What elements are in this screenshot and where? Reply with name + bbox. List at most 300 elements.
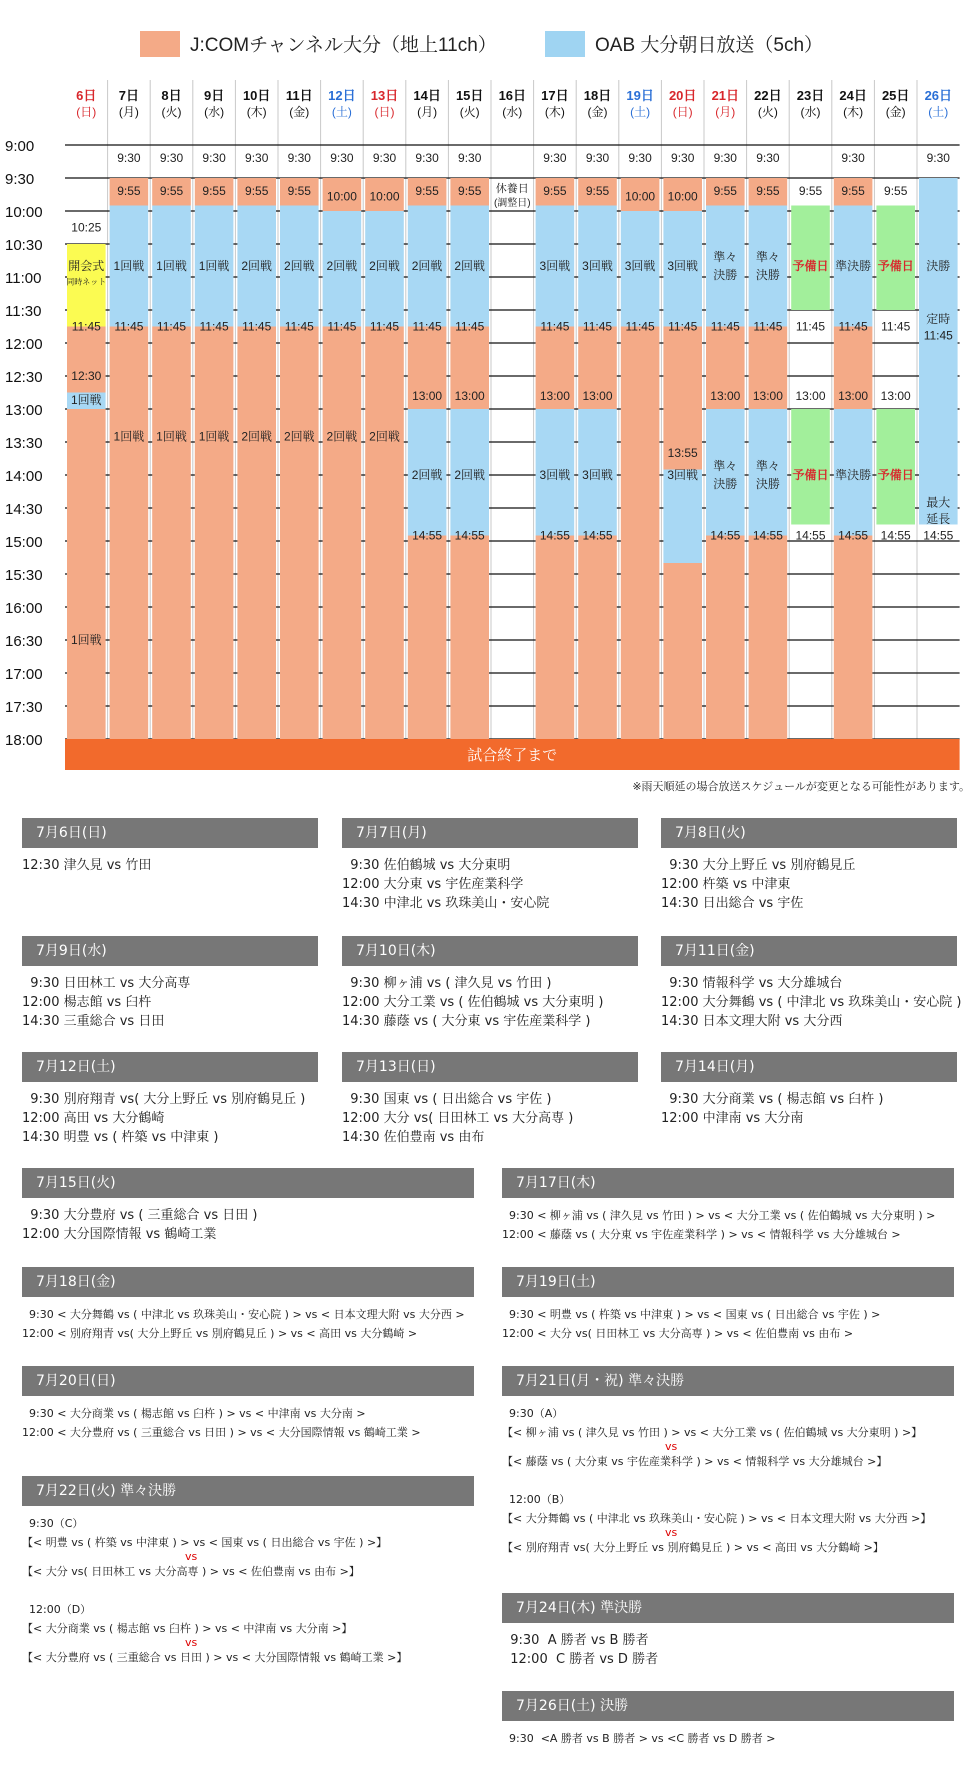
block-text: 2回戦 [454, 259, 486, 273]
until-game-end-label: 試合終了まで [467, 747, 558, 764]
schedule-block [237, 327, 276, 740]
day-date: 14日 [413, 88, 441, 103]
block-text: 10:00 [625, 189, 656, 204]
time-annotation: 13:00 [880, 388, 911, 403]
time-annotation: 9:30 [245, 151, 269, 166]
match-line: 9:30 佐伯鶴城 vs 大分東明 [342, 858, 511, 873]
match-line: vs [185, 1636, 198, 1649]
block-text: 11:45 [710, 319, 740, 334]
match-line: 【< 大分 vs( 日田林工 vs 大分高専 ) > vs < 佐伯豊南 vs 由布 >】 [22, 1565, 360, 1578]
day-section [22, 1267, 474, 1343]
day-date: 21日 [711, 88, 740, 103]
block-text: 1回戦 [113, 259, 145, 273]
legend-jcom [140, 30, 497, 57]
block-text: 1回戦 [156, 259, 187, 273]
block-text: 13:00 [838, 388, 869, 403]
block-text: 2回戦 [411, 468, 443, 482]
day-section-title: 7月11日(金) [661, 936, 957, 966]
schedule-block [706, 206, 745, 327]
day-section [502, 1691, 954, 1748]
legend-oab [545, 30, 823, 57]
block-text: 9:55 [543, 184, 567, 199]
match-line: 12:00 C 勝者 vs D 勝者 [502, 1652, 659, 1667]
schedule-block [791, 409, 830, 525]
day-date: 11日 [285, 88, 313, 103]
block-text: 9:55 [245, 184, 269, 199]
block-text: 2回戦 [369, 259, 400, 273]
block-text: 13:00 [454, 388, 485, 403]
day-weekday: (月) [118, 105, 139, 119]
match-line: 12:00 中津南 vs 大分南 [661, 1111, 804, 1126]
schedule-block [67, 409, 106, 739]
day-weekday: (日) [374, 105, 395, 119]
block-text: 2回戦 [411, 259, 443, 273]
match-line: 9:30 大分豊府 vs ( 三重総合 vs 日田 ) [22, 1208, 258, 1223]
block-text: 9:55 [585, 184, 610, 199]
day-date: 7日 [118, 88, 140, 103]
time-annotation: 9:30 [415, 151, 439, 166]
block-text: 準々 [755, 459, 780, 474]
block-text: 13:00 [582, 388, 613, 403]
match-line: 12:00 < 藤蔭 vs ( 大分東 vs 宇佐産業科学 ) > vs < 情報科学 vs 大分雄城台 > [502, 1228, 901, 1241]
day-section-matches [342, 966, 638, 1031]
block-text: 1回戦 [70, 633, 102, 647]
legend-jcom-label: J:COMチャンネル大分（地上11ch） [190, 35, 497, 56]
match-line: 【< 藤蔭 vs ( 大分東 vs 宇佐産業科学 ) > vs < 情報科学 vs 大分雄城台 >】 [502, 1455, 888, 1468]
block-text: 11:45 [71, 319, 101, 334]
block-text: 決勝 [713, 267, 738, 282]
day-date: 12日 [328, 88, 356, 103]
time-annotation: 9:30 [287, 151, 311, 166]
block-text: 2回戦 [454, 468, 486, 482]
block-text: 2回戦 [241, 259, 273, 273]
day-weekday: (木) [246, 105, 267, 119]
match-line: 9:30 < 明豊 vs ( 杵築 vs 中津東 ) > vs < 国東 vs ( 日出総合 vs 宇佐 ) > [502, 1308, 881, 1321]
day-section-matches [22, 1506, 474, 1667]
block-text: 14:55 [582, 528, 613, 543]
legend-jcom-swatch [140, 31, 180, 57]
block-text: 9:55 [202, 184, 226, 199]
day-weekday: (土) [630, 105, 651, 119]
block-text: 3回戦 [667, 468, 699, 482]
match-line: 9:30 大分商業 vs ( 楊志館 vs 臼杵 ) [661, 1092, 884, 1107]
day-weekday: (月) [715, 105, 736, 119]
block-text: 決勝 [713, 476, 738, 491]
day-section-title: 7月20日(日) [22, 1366, 474, 1396]
time-annotation: 13:00 [795, 388, 826, 403]
day-weekday: (木) [843, 105, 864, 119]
match-line: vs [185, 1550, 198, 1563]
time-annotation: 9:55 [884, 184, 908, 199]
match-line: 14:30 中津北 vs 玖珠美山・安心院 [342, 896, 550, 911]
block-text: 3回戦 [582, 259, 613, 273]
block-text: 準々 [713, 250, 738, 265]
time-label: 9:00 [5, 138, 35, 155]
match-line: 【< 大分舞鶴 vs ( 中津北 vs 玖珠美山・安心院 ) > vs < 日本文理大附 vs 大分西 >】 [502, 1512, 932, 1525]
time-label: 14:00 [5, 468, 43, 485]
match-line: 【< 別府翔青 vs( 大分上野丘 vs 別府鶴見丘 ) > vs < 高田 vs 大分鶴崎 >】 [502, 1541, 884, 1554]
schedule-block [663, 563, 702, 739]
day-weekday: (水) [502, 105, 523, 119]
day-date: 13日 [370, 88, 399, 103]
schedule-block [621, 327, 660, 740]
time-annotation: 9:30 [585, 151, 610, 166]
block-text: 予備日 [877, 468, 914, 482]
block-text: 3回戦 [539, 259, 571, 273]
block-text: 2回戦 [326, 429, 358, 444]
time-annotation: (調整日) [493, 198, 531, 210]
day-section-title: 7月26日(土) 決勝 [502, 1691, 954, 1721]
time-label: 15:30 [5, 567, 43, 584]
legend-oab-swatch [545, 31, 585, 57]
day-section-title: 7月17日(木) [502, 1168, 954, 1198]
block-text: 9:55 [713, 184, 737, 199]
time-annotation: 11:45 [881, 319, 911, 334]
block-text: 10:00 [667, 189, 698, 204]
schedule-block [323, 327, 362, 740]
day-section [342, 818, 638, 913]
day-section [22, 1366, 474, 1442]
time-annotation: 10:25 [71, 220, 102, 235]
block-text: 12:30 [71, 369, 102, 383]
block-text: 決勝 [755, 267, 780, 282]
block-text: 9:55 [117, 184, 141, 199]
day-date: 15日 [455, 88, 484, 103]
match-line: 12:00 楊志館 vs 臼杵 [22, 995, 152, 1010]
block-text: 1回戦 [70, 393, 102, 408]
block-text: 3回戦 [667, 259, 699, 273]
day-weekday: (日) [76, 105, 97, 119]
day-section-title: 7月24日(木) 準決勝 [502, 1593, 954, 1623]
block-text: 決勝 [926, 259, 951, 273]
time-annotation: 9:30 [628, 151, 652, 166]
block-text: 14:55 [752, 528, 783, 543]
day-section [502, 1366, 954, 1557]
time-annotation: 9:30 [458, 151, 482, 166]
match-line: 12:00 < 大分豊府 vs ( 三重総合 vs 日田 ) > vs < 大分国際情報 vs 鶴崎工業 > [22, 1426, 421, 1439]
block-text: 1回戦 [156, 429, 187, 444]
day-section-matches [661, 966, 962, 1031]
day-section-title: 7月12日(土) [22, 1052, 318, 1082]
time-annotation: 9:30 [926, 151, 950, 166]
match-line: 12:00（D） [22, 1603, 92, 1616]
block-text: 11:45 [838, 319, 868, 334]
day-section-matches [22, 966, 318, 1031]
day-section-matches [502, 1297, 954, 1343]
day-weekday: (土) [928, 105, 949, 119]
day-date: 8日 [161, 88, 182, 103]
schedule-block [450, 536, 489, 740]
time-annotation: 9:30 [117, 151, 141, 166]
match-line: 12:00 杵築 vs 中津東 [661, 877, 791, 892]
day-section-matches [502, 1623, 954, 1669]
time-label: 16:00 [5, 600, 43, 617]
day-section-matches [22, 1396, 474, 1442]
day-weekday: (金) [587, 105, 608, 119]
legend-oab-label: OAB 大分朝日放送（5ch） [595, 35, 824, 56]
time-label: 11:30 [5, 303, 42, 320]
day-weekday: (土) [331, 105, 352, 119]
day-date: 26日 [924, 88, 953, 103]
schedule-block [152, 327, 191, 740]
block-text: 決勝 [755, 476, 780, 491]
block-text: 11:45 [455, 319, 485, 334]
schedule-block [876, 409, 915, 525]
day-weekday: (木) [544, 105, 565, 119]
day-section-title: 7月18日(金) [22, 1267, 474, 1297]
match-line: 9:30（C） [22, 1517, 84, 1530]
schedule-block [578, 536, 617, 740]
day-weekday: (火) [161, 105, 182, 119]
match-line: 12:30 津久見 vs 竹田 [22, 858, 152, 873]
day-section-title: 7月13日(日) [342, 1052, 638, 1082]
day-section [22, 1476, 474, 1667]
block-text: 10:00 [369, 189, 400, 204]
block-text: 2回戦 [241, 429, 273, 444]
match-line: 9:30 柳ヶ浦 vs ( 津久見 vs 竹田 ) [342, 976, 552, 991]
block-text: 11:45 [412, 319, 442, 334]
day-section-matches [22, 1082, 318, 1147]
day-weekday: (火) [757, 105, 778, 119]
match-line: 9:30 < 大分舞鶴 vs ( 中津北 vs 玖珠美山・安心院 ) > vs < 日本文理大附 vs 大分西 > [22, 1308, 465, 1321]
block-text: 11:45 [753, 319, 783, 334]
block-text: 準決勝 [835, 259, 872, 273]
schedule-block [749, 206, 788, 327]
block-text: 開会式 [68, 259, 105, 273]
time-label: 13:30 [5, 435, 43, 452]
block-text: 準々 [713, 459, 738, 474]
schedule-block [919, 178, 958, 525]
match-line: 【< 明豊 vs ( 杵築 vs 中津東 ) > vs < 国東 vs ( 日出総合 vs 宇佐 ) >】 [22, 1536, 388, 1549]
block-text: 定時 [926, 311, 951, 326]
time-annotation: 9:30 [841, 151, 865, 166]
day-section-matches [502, 1396, 954, 1557]
day-date: 23日 [796, 88, 825, 103]
block-text: 9:55 [159, 184, 184, 199]
block-text: 同時ネット [66, 277, 107, 287]
time-annotation: 14:55 [795, 528, 826, 543]
day-section-title: 7月8日(火) [661, 818, 957, 848]
time-annotation: 9:30 [756, 151, 780, 166]
day-section [661, 1052, 957, 1128]
day-section-matches [661, 1082, 957, 1128]
day-section-matches [661, 848, 957, 913]
time-annotation: 9:55 [798, 184, 823, 199]
match-line: 14:30 日出総合 vs 宇佐 [661, 896, 804, 911]
day-section [502, 1593, 954, 1669]
match-line: 【< 大分豊府 vs ( 三重総合 vs 日田 ) > vs < 大分国際情報 vs 鶴崎工業 >】 [22, 1651, 408, 1664]
day-section-matches [342, 848, 638, 913]
day-section [342, 936, 638, 1031]
time-annotation: 9:30 [671, 151, 695, 166]
match-line: vs [665, 1440, 678, 1453]
block-text: 14:55 [412, 528, 443, 543]
time-label: 14:30 [5, 501, 43, 518]
match-line: 9:30 国東 vs ( 日出総合 vs 宇佐 ) [342, 1092, 552, 1107]
match-line: 9:30 <A 勝者 vs B 勝者 > vs <C 勝者 vs D 勝者 > [502, 1732, 776, 1745]
schedule-block [834, 536, 873, 740]
block-text: 準々 [755, 250, 780, 265]
block-text: 13:55 [667, 446, 698, 460]
time-label: 18:00 [5, 732, 43, 749]
day-weekday: (水) [204, 105, 225, 119]
day-section [22, 936, 318, 1031]
block-text: 最大 [926, 495, 951, 510]
match-line: 12:00 大分舞鶴 vs ( 中津北 vs 玖珠美山・安心院 ) [661, 995, 962, 1010]
block-text: 11:45 [668, 319, 698, 334]
block-text: 2回戦 [326, 259, 358, 273]
match-line: 12:00 < 別府翔青 vs( 大分上野丘 vs 別府鶴見丘 ) > vs < 高田 vs 大分鶴崎 > [22, 1327, 418, 1340]
block-text: 11:45 [156, 319, 187, 334]
block-text: 11:45 [114, 319, 144, 334]
match-line: 9:30 < 大分商業 vs ( 楊志館 vs 臼杵 ) > vs < 中津南 vs 大分南 > [22, 1407, 366, 1420]
match-line: 14:30 明豊 vs ( 杵築 vs 中津東 ) [22, 1130, 219, 1145]
match-line: 9:30 A 勝者 vs B 勝者 [502, 1633, 649, 1648]
block-text: 1回戦 [198, 429, 230, 444]
match-line: 12:00（B） [502, 1493, 571, 1506]
match-line: 12:00 大分工業 vs ( 佐伯鶴城 vs 大分東明 ) [342, 995, 604, 1010]
schedule-block [280, 327, 319, 740]
match-line: 12:00 大分国際情報 vs 鶴崎工業 [22, 1227, 217, 1242]
day-date: 18日 [583, 88, 612, 103]
day-weekday: (日) [672, 105, 693, 119]
block-text: 13:00 [752, 388, 783, 403]
time-label: 9:30 [5, 171, 35, 188]
time-label: 15:00 [5, 534, 43, 551]
day-section-matches [22, 1198, 474, 1244]
match-line: 12:00 高田 vs 大分鶴崎 [22, 1111, 165, 1126]
block-text: 11:45 [540, 319, 570, 334]
day-section-title: 7月22日(火) 準々決勝 [22, 1476, 474, 1506]
time-annotation: 11:45 [795, 319, 826, 334]
day-date: 17日 [541, 88, 569, 103]
rain-delay-note: ※雨天順延の場合放送スケジュールが変更となる可能性があります。 [632, 780, 970, 793]
block-text: 9:55 [841, 184, 865, 199]
day-section-matches [22, 1297, 474, 1343]
day-date: 20日 [668, 88, 697, 103]
block-text: 11:45 [369, 319, 400, 334]
time-annotation: 9:30 [713, 151, 737, 166]
block-text: 2回戦 [283, 259, 315, 273]
day-section [661, 818, 957, 913]
block-text: 14:55 [838, 528, 869, 543]
match-line: 9:30 別府翔青 vs( 大分上野丘 vs 別府鶴見丘 ) [22, 1092, 306, 1107]
block-text: 延長 [926, 512, 951, 526]
block-text: 11:45 [327, 319, 357, 334]
match-line: 14:30 佐伯豊南 vs 由布 [342, 1130, 485, 1145]
match-line: 【< 柳ヶ浦 vs ( 津久見 vs 竹田 ) > vs < 大分工業 vs ( 佐伯鶴城 vs 大分東明 ) >】 [502, 1426, 923, 1439]
block-text: 9:55 [458, 184, 482, 199]
time-label: 11:00 [5, 270, 42, 287]
time-annotation: 休養日 [495, 182, 529, 195]
time-annotation: 9:30 [543, 151, 567, 166]
block-text: 14:55 [539, 528, 570, 543]
schedule-block [110, 327, 149, 740]
match-line: 14:30 日本文理大附 vs 大分西 [661, 1014, 843, 1029]
match-line: 9:30 < 柳ヶ浦 vs ( 津久見 vs 竹田 ) > vs < 大分工業 vs ( 佐伯鶴城 vs 大分東明 ) > [502, 1209, 936, 1222]
schedule-block [791, 206, 830, 311]
day-section-matches [342, 1082, 638, 1147]
day-section-matches [502, 1198, 954, 1244]
time-annotation: 14:55 [923, 528, 954, 543]
block-text: 3回戦 [624, 259, 656, 273]
block-text: 11:45 [582, 319, 613, 334]
time-label: 10:30 [5, 237, 43, 254]
match-line: 12:00 大分東 vs 宇佐産業科学 [342, 877, 524, 892]
block-text: 9:55 [287, 184, 311, 199]
day-section [342, 1052, 638, 1147]
time-label: 12:30 [5, 369, 43, 386]
block-text: 11:45 [199, 319, 229, 334]
time-annotation: 9:30 [372, 151, 397, 166]
match-line: 12:00 < 大分 vs( 日田林工 vs 大分高専 ) > vs < 佐伯豊南 vs 由布 > [502, 1327, 854, 1340]
match-line: 14:30 三重総合 vs 日田 [22, 1014, 165, 1029]
block-text: 11:45 [242, 319, 272, 334]
block-text: 11:45 [625, 319, 655, 334]
day-date: 22日 [754, 88, 782, 103]
day-section-title: 7月14日(月) [661, 1052, 957, 1082]
time-label: 17:30 [5, 699, 43, 716]
block-text: 13:00 [412, 388, 443, 403]
day-section-title: 7月10日(木) [342, 936, 638, 966]
block-text: 1回戦 [198, 259, 230, 273]
day-date: 19日 [626, 88, 654, 103]
match-line [22, 1581, 474, 1600]
day-section [502, 1168, 954, 1244]
schedule-block [408, 536, 447, 740]
block-text: 11:45 [923, 328, 953, 343]
time-label: 12:00 [5, 336, 43, 353]
match-line: 14:30 藤蔭 vs ( 大分東 vs 宇佐産業科学 ) [342, 1014, 591, 1029]
time-annotation: 9:30 [159, 151, 184, 166]
day-section-title: 7月6日(日) [22, 818, 318, 848]
day-date: 25日 [881, 88, 910, 103]
schedule-block [663, 470, 702, 564]
day-weekday: (月) [417, 105, 438, 119]
match-line [502, 1471, 954, 1490]
block-text: 3回戦 [582, 468, 613, 482]
block-text: 3回戦 [539, 468, 571, 482]
day-weekday: (金) [885, 105, 906, 119]
match-line: vs [665, 1526, 678, 1539]
block-text: 2回戦 [283, 429, 315, 444]
block-text: 予備日 [792, 259, 829, 273]
day-section [502, 1267, 954, 1343]
day-weekday: (火) [459, 105, 480, 119]
day-section-title: 7月7日(月) [342, 818, 638, 848]
block-text: 準決勝 [835, 468, 872, 482]
time-label: 13:00 [5, 402, 43, 419]
broadcast-schedule-grid [0, 80, 980, 770]
schedule-block [876, 206, 915, 311]
time-label: 17:00 [5, 666, 43, 683]
day-section-title: 7月19日(土) [502, 1267, 954, 1297]
block-text: 9:55 [756, 184, 780, 199]
match-line: 9:30（A） [502, 1407, 564, 1420]
block-text: 11:45 [284, 319, 314, 334]
time-annotation: 9:30 [202, 151, 226, 166]
block-text: 予備日 [877, 259, 914, 273]
day-section [22, 818, 318, 875]
block-text: 13:00 [710, 388, 741, 403]
day-section-title: 7月15日(火) [22, 1168, 474, 1198]
time-label: 10:00 [5, 204, 43, 221]
schedule-block [749, 536, 788, 740]
block-text: 予備日 [792, 468, 829, 482]
match-line: 12:00 大分 vs( 日田林工 vs 大分高専 ) [342, 1111, 574, 1126]
match-line: 9:30 大分上野丘 vs 別府鶴見丘 [661, 858, 856, 873]
day-date: 16日 [498, 88, 527, 103]
